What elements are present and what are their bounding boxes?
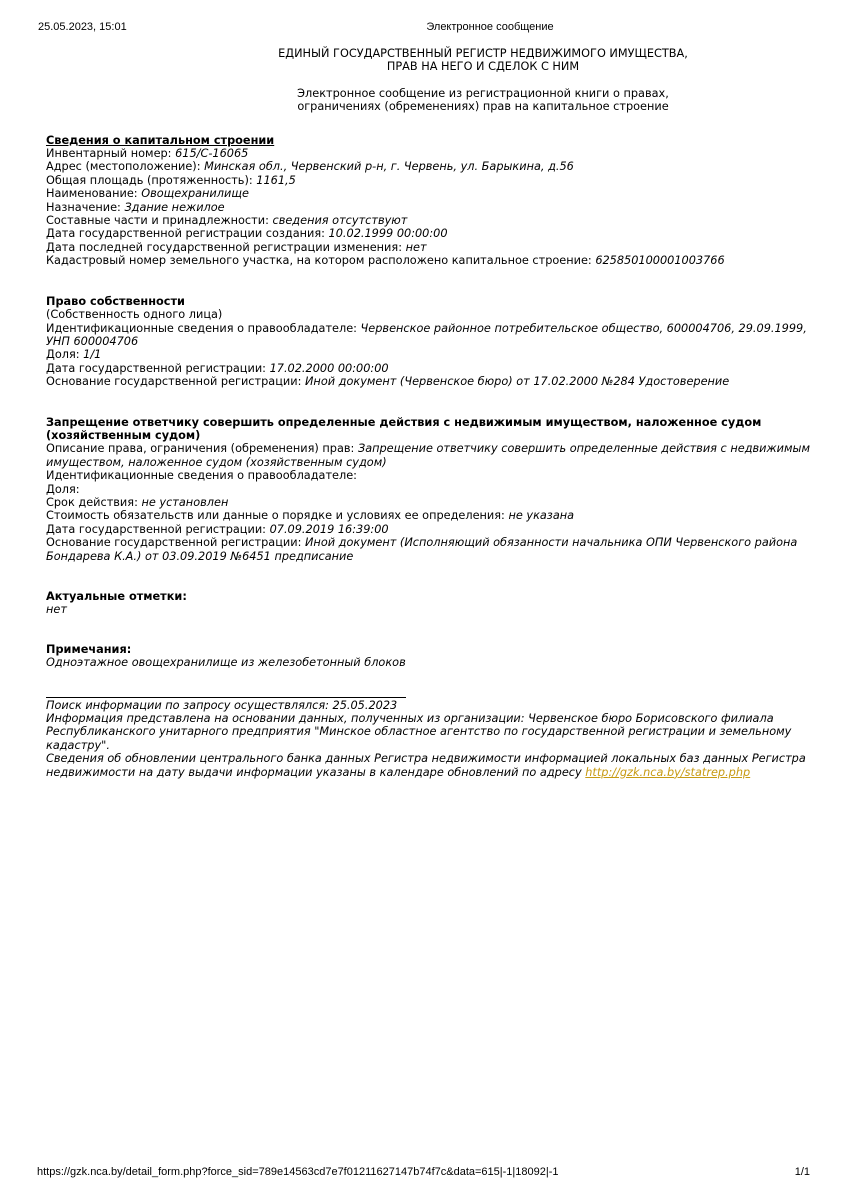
building-section bbox=[46, 134, 816, 268]
field-prohibition-share: Доля: bbox=[46, 482, 80, 496]
notes-value: Одноэтажное овощехранилище из железобетонный блоков bbox=[46, 656, 406, 670]
message-subtitle-line2: ограничениях (обременениях) прав на капитальное строение bbox=[297, 100, 669, 114]
field-owner-identification: Идентификационные сведения о правообладателе: Червенское районное потребительское общество, 600004706, 29.09.1999, УНП 600004706 bbox=[46, 321, 807, 348]
field-name: Наименование: Овощехранилище bbox=[46, 187, 249, 201]
prohibition-section bbox=[46, 416, 816, 563]
search-date-line: Поиск информации по запросу осуществлялся: 25.05.2023 bbox=[46, 698, 398, 712]
footer-divider bbox=[46, 697, 406, 698]
field-creation-registration-date: Дата государственной регистрации создания: 10.02.1999 00:00:00 bbox=[46, 227, 448, 241]
document-header bbox=[46, 47, 816, 114]
print-footer bbox=[0, 1165, 848, 1179]
print-header bbox=[0, 20, 848, 34]
update-info-line: Сведения об обновлении центрального банка данных Регистра недвижимости информацией локальных баз данных Регистра недвижимости на дату выдачи информации указаны в календаре обновлений по адресу http://gzk.nca.by/statrep.php bbox=[46, 752, 806, 779]
register-title-line2: ПРАВ НА НЕГО И СДЕЛОК С НИМ bbox=[386, 60, 580, 74]
current-marks-title: Актуальные отметки: bbox=[46, 590, 187, 603]
field-prohibition-basis: Основание государственной регистрации: Иной документ (Исполняющий обязанности начальника ОПИ Червенского района Бондарева К.А.) от 03.09.2019 №6451 предписание bbox=[46, 536, 798, 563]
ownership-section-title: Право собственности bbox=[46, 294, 185, 308]
prohibition-section-title: Запрещение ответчику совершить определенные действия с недвижимым имуществом, наложенное судом (хозяйственным судом) bbox=[46, 415, 762, 442]
field-total-area: Общая площадь (протяженность): 1161,5 bbox=[46, 173, 296, 187]
field-inventory-number: Инвентарный номер: 615/C-16065 bbox=[46, 147, 249, 161]
ownership-section bbox=[46, 295, 816, 389]
field-purpose: Назначение: Здание нежилое bbox=[46, 200, 225, 214]
print-title: Электронное сообщение bbox=[426, 21, 554, 33]
print-url: https://gzk.nca.by/detail_form.php?force_sid=789e14563cd7e7f01211627147b74f7c&data=615|-1|18092|-1 bbox=[37, 1166, 559, 1178]
field-obligation-value: Стоимость обязательств или данные о порядке и условиях ее определения: не указана bbox=[46, 509, 575, 523]
register-title-line1: ЕДИНЫЙ ГОСУДАРСТВЕННЫЙ РЕГИСТР НЕДВИЖИМОГО ИМУЩЕСТВА, bbox=[278, 47, 688, 60]
field-components: Составные части и принадлежности: сведения отсутствуют bbox=[46, 214, 408, 228]
notes-section bbox=[46, 643, 816, 670]
current-marks-section bbox=[46, 590, 816, 617]
print-datetime: 25.05.2023, 15:01 bbox=[38, 21, 127, 33]
ownership-note: (Собственность одного лица) bbox=[46, 308, 223, 322]
print-page-number: 1/1 bbox=[794, 1166, 810, 1178]
field-last-change-date: Дата последней государственной регистрации изменения: нет bbox=[46, 240, 427, 254]
building-section-title: Сведения о капитальном строении bbox=[46, 133, 275, 147]
document-body bbox=[46, 47, 816, 779]
field-holder-identification: Идентификационные сведения о правообладателе: bbox=[46, 469, 357, 483]
notes-title: Примечания: bbox=[46, 642, 132, 656]
field-right-description: Описание права, ограничения (обременения) прав: Запрещение ответчику совершить определенные действия с недвижимым имуществом, наложенное судом (хозяйственным судом) bbox=[46, 442, 810, 469]
field-validity-period: Срок действия: не установлен bbox=[46, 495, 229, 509]
source-organization-line: Информация представлена на основании данных, полученных из организации: Червенское бюро Борисовского филиала Республиканского унитарного предприятия "Минское областное агентство по государственной регистрации и земельному кадастру". bbox=[46, 712, 792, 752]
statrep-link[interactable]: http://gzk.nca.by/statrep.php bbox=[585, 765, 751, 779]
footer-info bbox=[46, 699, 816, 779]
field-prohibition-registration-date: Дата государственной регистрации: 07.09.2019 16:39:00 bbox=[46, 522, 389, 536]
field-registration-date: Дата государственной регистрации: 17.02.2000 00:00:00 bbox=[46, 361, 389, 375]
current-marks-value: нет bbox=[46, 603, 67, 617]
message-subtitle-line1: Электронное сообщение из регистрационной книги о правах, bbox=[297, 86, 669, 100]
field-registration-basis: Основание государственной регистрации: Иной документ (Червенское бюро) от 17.02.2000 №284 Удостоверение bbox=[46, 375, 730, 389]
field-share: Доля: 1/1 bbox=[46, 348, 102, 362]
field-address: Адрес (местоположение): Минская обл., Червенский р-н, г. Червень, ул. Барыкина, д.56 bbox=[46, 160, 574, 174]
field-cadastral-number: Кадастровый номер земельного участка, на котором расположено капитальное строение: 625850100001003766 bbox=[46, 254, 725, 268]
